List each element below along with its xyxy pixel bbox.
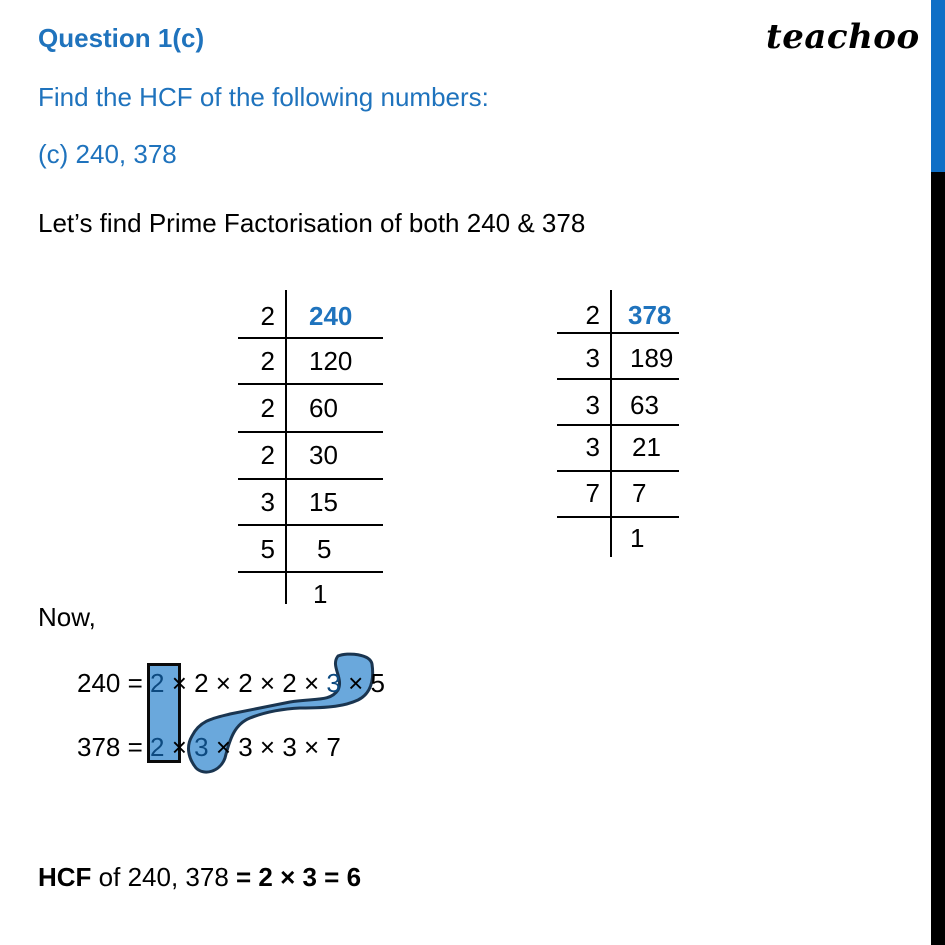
table-divider-horizontal bbox=[557, 516, 679, 518]
eq-lhs: 378 = bbox=[77, 732, 151, 762]
table-divider-horizontal bbox=[238, 478, 383, 480]
table-quotient: 60 bbox=[309, 393, 338, 423]
table-divisor: 7 bbox=[585, 478, 600, 508]
table-divisor: 2 bbox=[260, 346, 275, 376]
table-quotient: 1 bbox=[313, 579, 328, 609]
table-divider-horizontal bbox=[238, 431, 383, 433]
table-quotient: 189 bbox=[630, 343, 674, 373]
table-divider-horizontal bbox=[238, 524, 383, 526]
table-divider-horizontal bbox=[557, 378, 679, 380]
eq-mid: × 2 × 2 × 2 × bbox=[164, 668, 327, 698]
table-divisor: 2 bbox=[260, 301, 275, 331]
table-quotient: 120 bbox=[309, 346, 353, 376]
eq-hcf-factor: 2 bbox=[150, 732, 165, 762]
table-divider-horizontal bbox=[557, 332, 679, 334]
hcf-result bbox=[38, 864, 361, 890]
table-quotient: 30 bbox=[309, 440, 338, 470]
eq-common-factor: 3 bbox=[194, 732, 209, 762]
table-quotient: 378 bbox=[628, 300, 672, 330]
teachoo-logo: teachoo bbox=[766, 17, 920, 57]
table-divider-horizontal bbox=[557, 470, 679, 472]
table-divider-horizontal bbox=[557, 424, 679, 426]
table-divisor: 2 bbox=[585, 300, 600, 330]
hcf-text: of 240, 378 bbox=[91, 862, 236, 892]
table-divisor: 3 bbox=[585, 432, 600, 462]
hcf-answer: = 2 × 3 = 6 bbox=[236, 862, 362, 892]
table-quotient: 1 bbox=[630, 523, 645, 553]
table-divider-horizontal bbox=[238, 571, 383, 573]
table-divisor: 3 bbox=[585, 390, 600, 420]
table-divisor: 3 bbox=[260, 487, 275, 517]
eq-rest: × 5 bbox=[340, 668, 385, 698]
question-title: Question 1(c) bbox=[38, 23, 205, 53]
table-divisor: 5 bbox=[260, 534, 275, 564]
eq-hcf-factor: 2 bbox=[150, 668, 165, 698]
now-label: Now, bbox=[38, 602, 96, 632]
intro-text: Let’s find Prime Factorisation of both 240 & 378 bbox=[38, 208, 586, 238]
hcf-label: HCF bbox=[38, 862, 92, 892]
table-divisor: 3 bbox=[585, 343, 600, 373]
table-quotient: 21 bbox=[632, 432, 661, 462]
scrollbar-accent bbox=[931, 0, 945, 172]
eq-lhs: 240 = bbox=[77, 668, 151, 698]
eq-rest: × 3 × 3 × 7 bbox=[208, 732, 341, 762]
factorisation-240 bbox=[77, 670, 385, 696]
eq-common-factor: 3 bbox=[326, 668, 341, 698]
table-divider-horizontal bbox=[238, 337, 383, 339]
question-part: (c) 240, 378 bbox=[38, 139, 177, 169]
eq-mid: × bbox=[164, 732, 195, 762]
table-quotient: 15 bbox=[309, 487, 338, 517]
table-quotient: 240 bbox=[309, 301, 353, 331]
table-divisor: 2 bbox=[260, 440, 275, 470]
table-divider-horizontal bbox=[238, 383, 383, 385]
table-quotient: 63 bbox=[630, 390, 659, 420]
table-quotient: 5 bbox=[317, 534, 332, 564]
scrollbar-track bbox=[931, 172, 945, 945]
question-prompt: Find the HCF of the following numbers: bbox=[38, 82, 489, 112]
factorisation-378 bbox=[77, 734, 341, 760]
table-quotient: 7 bbox=[632, 478, 647, 508]
table-divisor: 2 bbox=[260, 393, 275, 423]
